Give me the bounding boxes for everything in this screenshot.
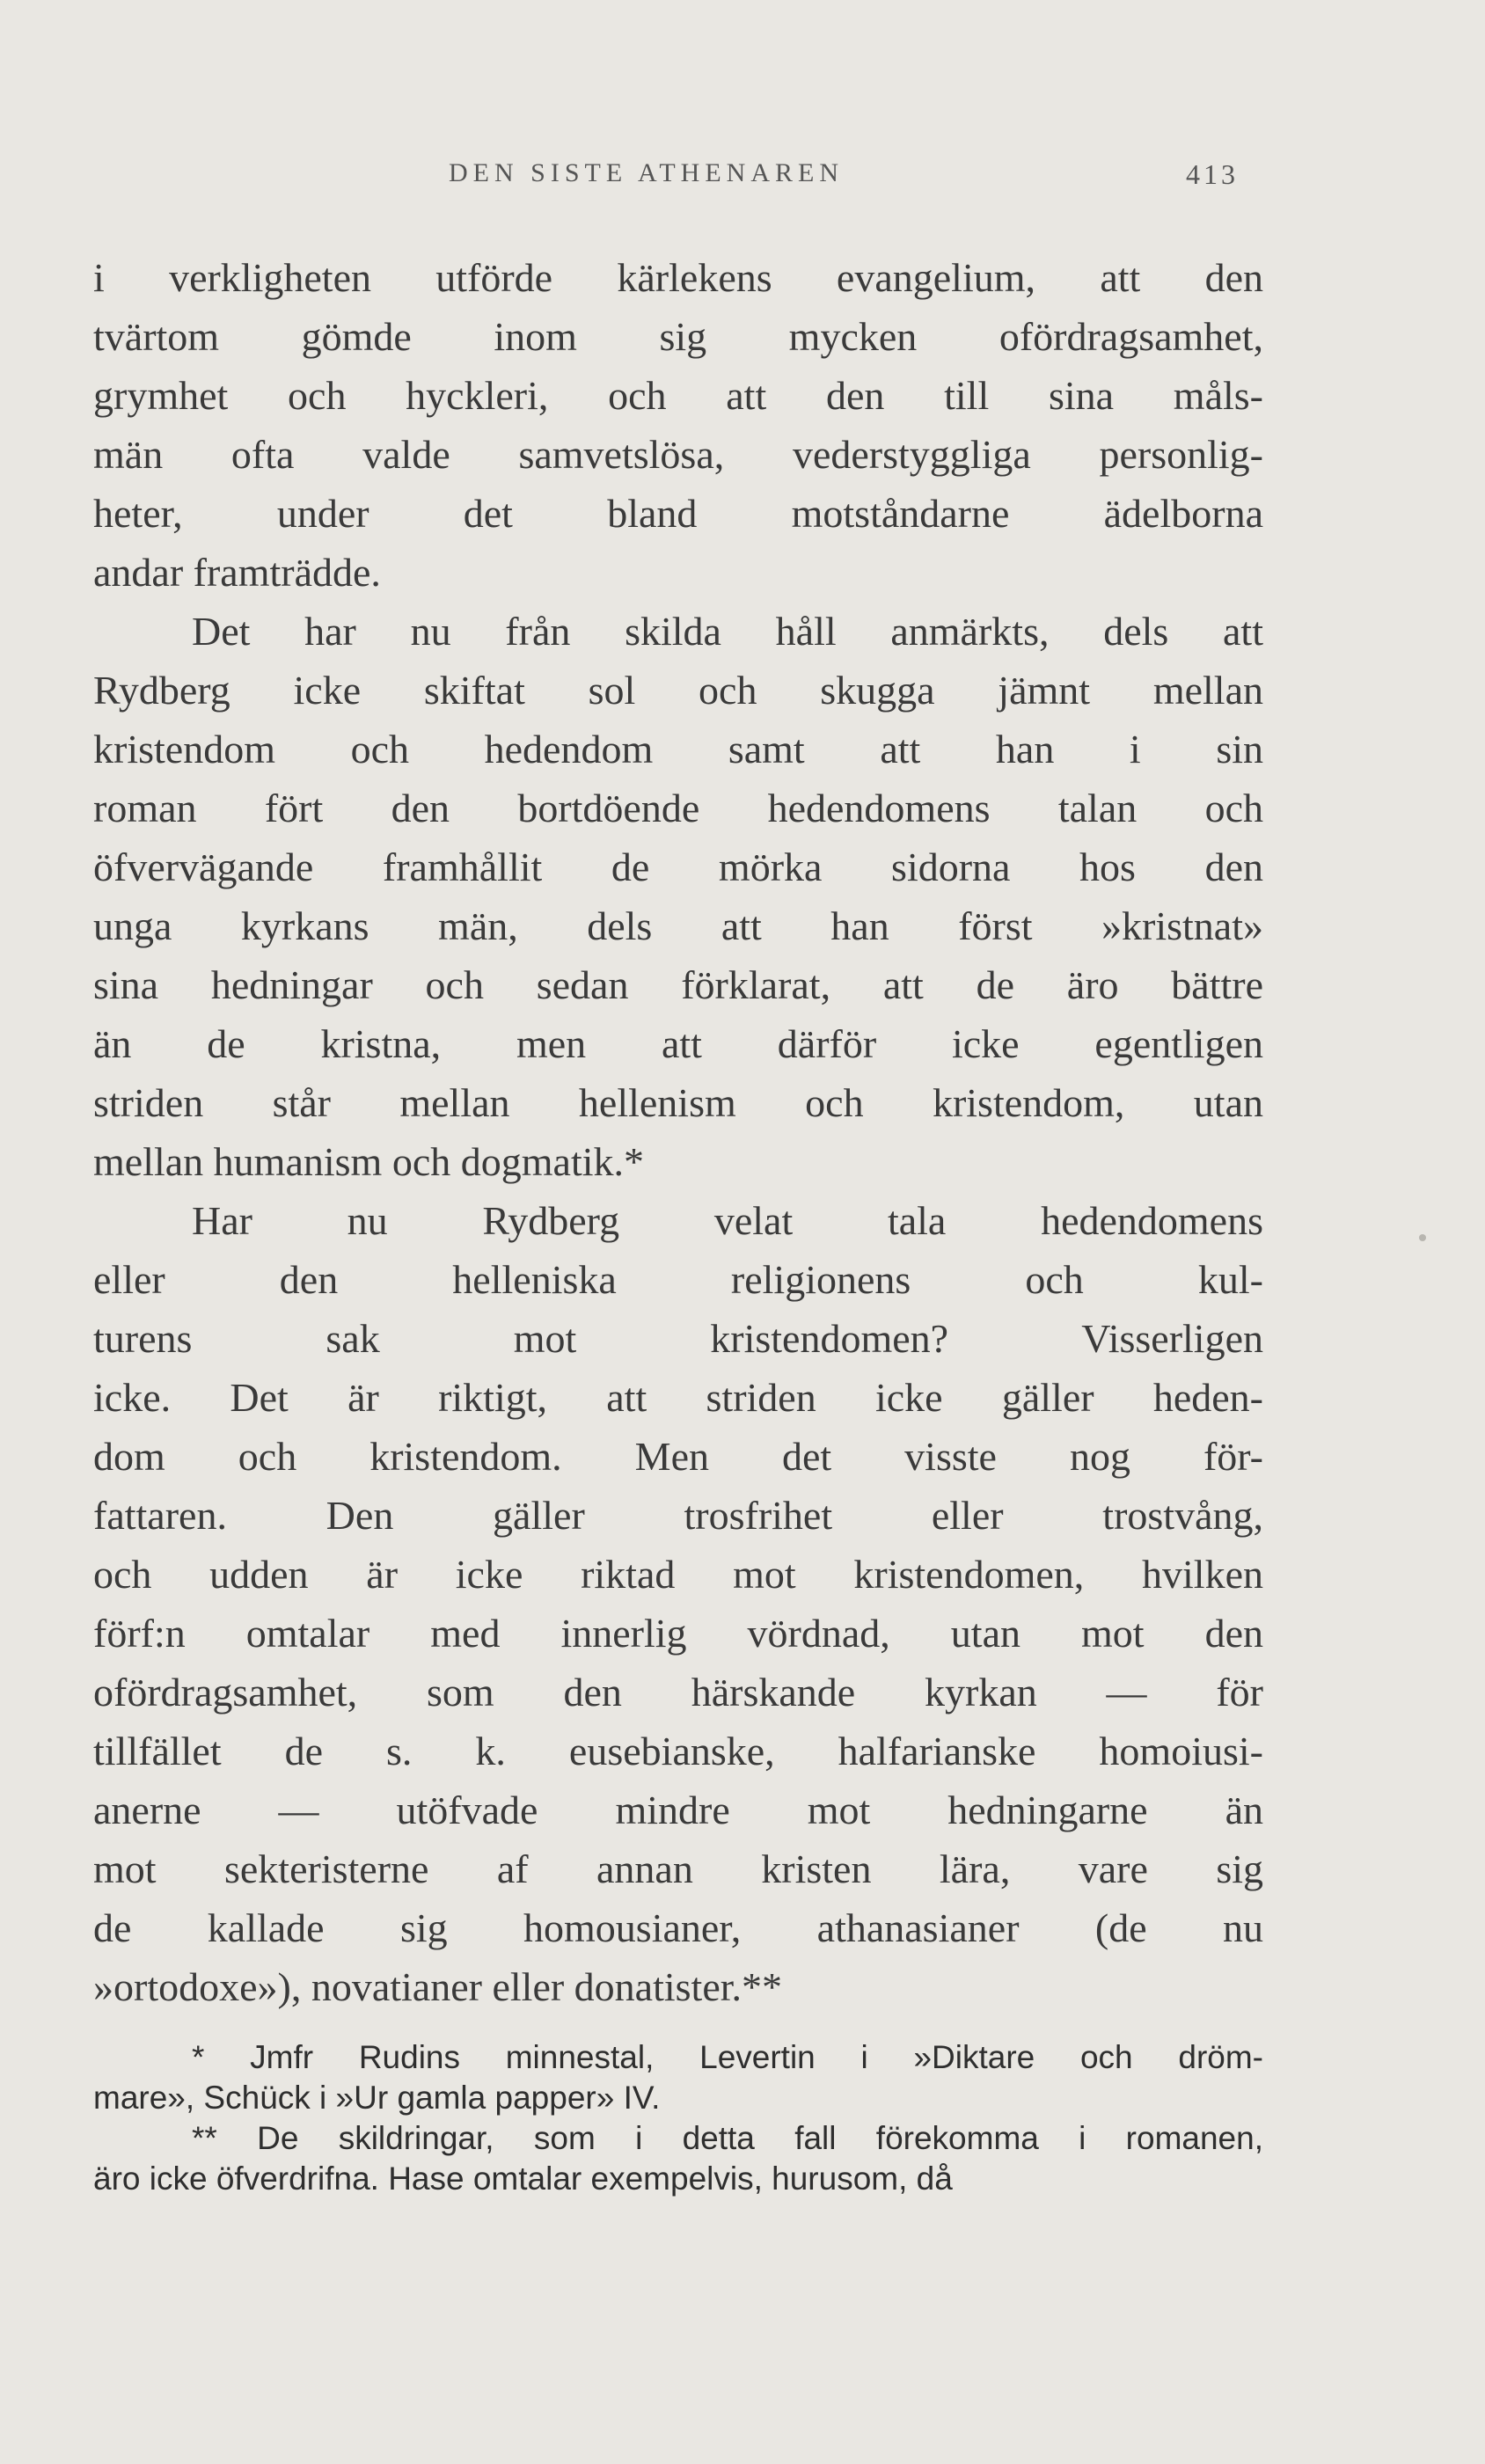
text-line: fattaren. Den gäller trosfrihet eller trostvång, <box>93 1493 1263 1538</box>
text-line: förf:n omtalar med innerlig vördnad, utan mot den <box>93 1611 1263 1656</box>
text-line: och udden är icke riktad mot kristendomen, hvilken <box>93 1552 1263 1597</box>
text-line: roman fört den bortdöende hedendomens talan och <box>93 786 1263 830</box>
text-line: heter, under det bland motståndarne ädelborna <box>93 491 1263 536</box>
text-line: dom och kristendom. Men det visste nog för- <box>93 1434 1263 1479</box>
text-line: »ortodoxe»), novatianer eller donatister.** <box>93 1964 783 2009</box>
text-line: eller den helleniska religionens och kul- <box>93 1257 1263 1302</box>
text-line: striden står mellan hellenism och kristendom, utan <box>93 1080 1263 1125</box>
running-head <box>0 158 1485 202</box>
text-line: ofördragsamhet, som den härskande kyrkan — för <box>93 1670 1263 1715</box>
footnote-line: mare», Schück i »Ur gamla papper» IV. <box>93 2080 661 2116</box>
text-line: i verkligheten utförde kärlekens evangelium, att den <box>93 255 1263 300</box>
running-title: DEN SISTE ATHENAREN <box>449 158 844 187</box>
text-line: icke. Det är riktigt, att striden icke gäller heden- <box>93 1375 1263 1420</box>
text-line: sina hedningar och sedan förklarat, att de äro bättre <box>93 962 1263 1007</box>
text-line: Det har nu från skilda håll anmärkts, dels att <box>192 609 1263 654</box>
text-line: tillfället de s. k. eusebianske, halfarianske homoiusi- <box>93 1729 1263 1773</box>
footnote-line: * Jmfr Rudins minnestal, Levertin i »Diktare och dröm- <box>192 2039 1263 2075</box>
body-text <box>93 248 1263 2016</box>
text-line: än de kristna, men att därför icke egentligen <box>93 1021 1263 1066</box>
text-line: tvärtom gömde inom sig mycken ofördragsamhet, <box>93 314 1263 359</box>
text-line: öfvervägande framhållit de mörka sidorna hos den <box>93 844 1263 889</box>
text-line: Rydberg icke skiftat sol och skugga jämnt mellan <box>93 668 1263 713</box>
text-line: grymhet och hyckleri, och att den till sina måls- <box>93 373 1263 418</box>
footnote-line: ** De skildringar, som i detta fall förekomma i romanen, <box>192 2120 1263 2156</box>
paper-smudge <box>1419 1234 1426 1241</box>
text-line: mot sekteristerne af annan kristen lära, vare sig <box>93 1846 1263 1891</box>
text-line: mellan humanism och dogmatik.* <box>93 1139 645 1184</box>
text-line: de kallade sig homousianer, athanasianer (de nu <box>93 1905 1263 1950</box>
text-line: kristendom och hedendom samt att han i sin <box>93 727 1263 771</box>
text-line: Har nu Rydberg velat tala hedendomens <box>192 1198 1263 1243</box>
text-line: män ofta valde samvetslösa, vederstyggliga personlig- <box>93 432 1263 477</box>
text-line: anerne — utöfvade mindre mot hedningarne än <box>93 1788 1263 1832</box>
text-line: unga kyrkans män, dels att han först »kristnat» <box>93 903 1263 948</box>
text-line: andar framträdde. <box>93 550 381 595</box>
footnotes <box>93 2037 1263 2199</box>
page-number: 413 <box>1186 158 1239 190</box>
text-line: turens sak mot kristendomen? Visserligen <box>93 1316 1263 1361</box>
footnote-line: äro icke öfverdrifna. Hase omtalar exempelvis, hurusom, då <box>93 2161 953 2197</box>
